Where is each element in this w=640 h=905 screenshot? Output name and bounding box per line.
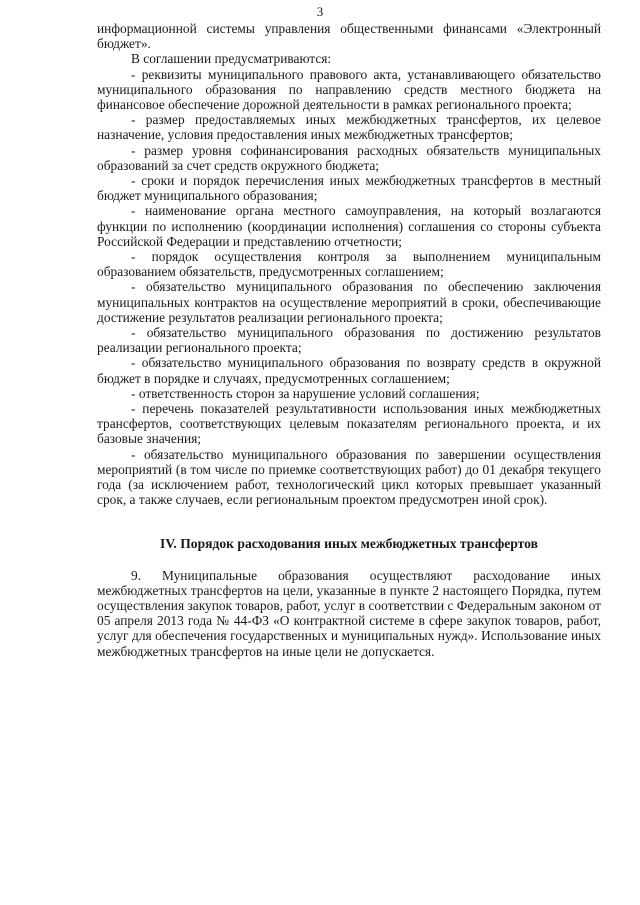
list-bullet: - xyxy=(131,112,146,128)
list-item xyxy=(97,279,601,325)
page-number: 3 xyxy=(316,4,324,19)
agreement-lead-paragraph: В соглашении предусматриваются: xyxy=(131,51,332,67)
document-body xyxy=(97,21,601,659)
list-item xyxy=(97,203,601,249)
list-bullet: - xyxy=(131,446,144,462)
list-bullet: - xyxy=(131,325,147,341)
list-item xyxy=(97,386,601,401)
agreement-items-list xyxy=(97,67,601,508)
list-bullet: - xyxy=(131,279,147,295)
list-item xyxy=(97,143,601,173)
list-item xyxy=(97,325,601,355)
list-item xyxy=(97,249,601,279)
list-item xyxy=(97,355,601,385)
section-paragraph: 9. Муниципальные образования осуществляют расходование иных межбюджетных трансфертов на цели, указанные в пункте 2 настоящего Порядка, путем осуществления закупок товаров, работ, услуг в соответствии с Федеральным законом от 05 апреля 2013 года № 44-ФЗ «О контрактной системе в сфере закупок товаров, работ, услуг для обеспечения государственных и муниципальных нужд». Использование иных межбюджетных трансфертов на иные цели не допускается. xyxy=(97,567,601,659)
list-bullet: - xyxy=(131,401,143,417)
list-item xyxy=(97,173,601,203)
list-item-text: размер предоставляемых иных межбюджетных трансфертов, их целевое назначение, условия предоставления иных межбюджетных трансфертов; xyxy=(97,112,601,143)
list-bullet: - xyxy=(131,355,142,371)
list-item-text: реквизиты муниципального правового акта, устанавливающего обязательство муниципального образования по направлению средств местного бюджета на финансовое обеспечение дорожной деятельности в рамках регионального проекта; xyxy=(97,66,601,113)
list-item-text: обязательство муниципального образования по возврату средств в окружной бюджет в порядке и случаях, предусмотренных соглашением; xyxy=(97,355,601,386)
list-item-text: обязательство муниципального образования по обеспечению заключения муниципальных контрактов на осуществление мероприятий в сроки, обеспечивающие достижение результатов реализации регионального проекта; xyxy=(97,279,601,325)
list-bullet: - xyxy=(131,66,142,82)
list-item xyxy=(97,112,601,142)
list-item-text: обязательство муниципального образования по достижению результатов реализации регионального проекта; xyxy=(97,325,602,356)
list-item-text: размер уровня софинансирования расходных обязательств муниципальных образований за счет средств окружного бюджета; xyxy=(97,142,601,173)
list-item-text: сроки и порядок перечисления иных межбюджетных трансфертов в местный бюджет муниципального образования; xyxy=(97,173,601,204)
list-bullet: - xyxy=(131,173,142,189)
list-item-text: порядок осуществления контроля за выполнением муниципальным образованием обязательств, предусмотренных соглашением; xyxy=(97,249,601,280)
list-bullet: - xyxy=(131,249,152,265)
list-item xyxy=(97,67,601,113)
list-item-text: ответственность сторон за нарушение условий соглашения; xyxy=(138,385,480,401)
list-item-text: наименование органа местного самоуправления, на который возлагаются функции по исполнению (координации исполнения) соглашения со стороны субъекта Российской Федерации и представлению отчетности; xyxy=(97,203,601,249)
list-item-text: обязательство муниципального образования по завершении осуществления мероприятий (в том числе по приемке соответствующих работ) до 01 декабря текущего года (за исключением работ, технологический цикл которых превышает указанный срок, а также случаев, если региональным проектом предусмотрен иной срок). xyxy=(97,446,601,508)
list-item xyxy=(97,401,601,447)
list-bullet: - xyxy=(131,203,146,219)
section-heading: IV. Порядок расходования иных межбюджетных трансфертов xyxy=(160,535,538,551)
list-bullet: - xyxy=(131,142,145,158)
list-item-text: перечень показателей результативности использования иных межбюджетных трансфертов, соответствующих целевым показателям регионального проекта, и их базовые значения; xyxy=(97,401,601,447)
list-bullet: - xyxy=(131,385,139,401)
list-item xyxy=(97,447,601,508)
continuation-paragraph: информационной системы управления общественными финансами «Электронный бюджет». xyxy=(97,21,601,52)
